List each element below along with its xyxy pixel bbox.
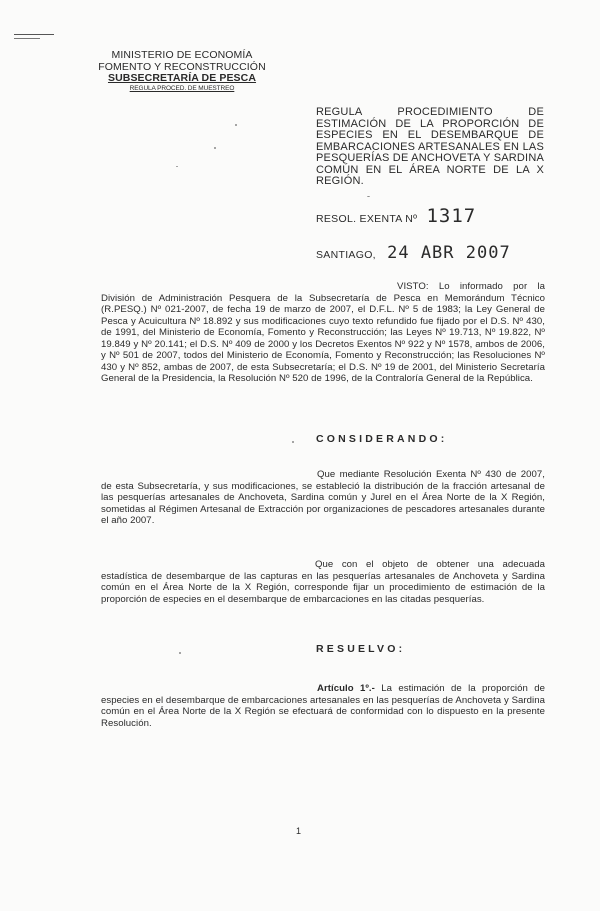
articulo-text: La estimación de la proporción de especies en el desembarque de embarcaciones artesanales en las pesquerías de Anchoveta y Sardina común en el Área Norte de la X Región se efectuará de conformidad con lo dispuesto en la presente Resolución. (101, 683, 545, 729)
resolution-number-line (316, 205, 476, 227)
scan-speck (235, 124, 237, 126)
letterhead-reference: REGULA PROCED. DE MUESTREO (129, 84, 235, 92)
letterhead-subsecretaria: SUBSECRETARÍA DE PESCA (107, 72, 257, 84)
scan-mark (14, 38, 40, 39)
date-place: SANTIAGO, (316, 249, 376, 261)
letterhead (92, 50, 272, 93)
document-title: REGULA PROCEDIMIENTO DE ESTIMACIÓN DE LA PROPORCIÓN DE ESPECIES EN EL DESEMBARQUE DE EMBARCACIONES ARTESANALES EN LAS PESQUERÍAS DE ANCHOVETA Y SARDINA COMÚN EN EL ÁREA NORTE DE LA X REGIÓN. (316, 106, 544, 187)
resolution-number: 1317 (426, 205, 477, 227)
resolution-label: RESOL. EXENTA Nº (316, 213, 418, 225)
date-stamp: 24 ABR 2007 (387, 243, 511, 263)
considerando-heading: CONSIDERANDO: (316, 433, 448, 445)
scan-speck (176, 166, 178, 167)
scan-mark (14, 34, 54, 35)
scan-speck (214, 147, 216, 149)
scan-speck (292, 441, 294, 443)
considerando-paragraph-1: Que mediante Resolución Exenta Nº 430 de 2007, de esta Subsecretaría, y sus modificaciones, se estableció la distribución de la fracción artesanal de las pesquerías artesanales de Anchoveta, Sardina común y Jurel en el Área Norte de la X Región, sometidas al Régimen Artesanal de Extracción por organizaciones de pescadores artesanales durante el año 2007. (101, 469, 545, 526)
scan-speck (367, 196, 370, 197)
scan-speck (179, 652, 181, 654)
visto-paragraph: VISTO: Lo informado por la División de Administración Pesquera de la Subsecretaría de Pesca en Memorándum Técnico (R.PESQ.) Nº 021-2007, de fecha 19 de marzo de 2007, el D.F.L. Nº 5 de 1983; la Ley General de Pesca y Acuicultura Nº 18.892 y sus modificaciones cuyo texto refundido fue fijado por el D.S. Nº 430, de 1991, del Ministerio de Economía, Fomento y Reconstrucción; las Leyes Nº 19.713, Nº 19.822, Nº 19.849 y Nº 20.141; el D.S. Nº 409 de 2000 y los Decretos Exentos Nº 922 y Nº 1578, ambos de 2006, y Nº 501 de 2007, todos del Ministerio de Economía, Fomento y Reconstrucción; las Resoluciones Nº 430 y Nº 852, ambas de 2007, de esta Subsecretaría; el D.S. Nº 19 de 2001, del Ministerio Secretaría General de la Presidencia, la Resolución Nº 520 de 1996, de la Contraloría General de la República. (101, 281, 545, 384)
letterhead-ministry: MINISTERIO DE ECONOMÍA (111, 49, 253, 61)
articulo-label: Artículo 1º.- (317, 683, 375, 694)
resuelvo-heading: RESUELVO: (316, 643, 406, 655)
articulo-1-paragraph (101, 683, 545, 729)
considerando-paragraph-2: Que con el objeto de obtener una adecuada estadística de desembarque de las capturas en las pesquerías artesanales de Anchoveta y Sardina común en el Área Norte de la X Región, corresponde fijar un procedimiento de estimación de la proporción de especies en el desembarque de embarcaciones en las citadas pesquerías. (101, 559, 545, 605)
date-line (316, 243, 511, 263)
page-number: 1 (296, 826, 302, 836)
letterhead-ministry-2: FOMENTO Y RECONSTRUCCIÓN (98, 60, 266, 73)
